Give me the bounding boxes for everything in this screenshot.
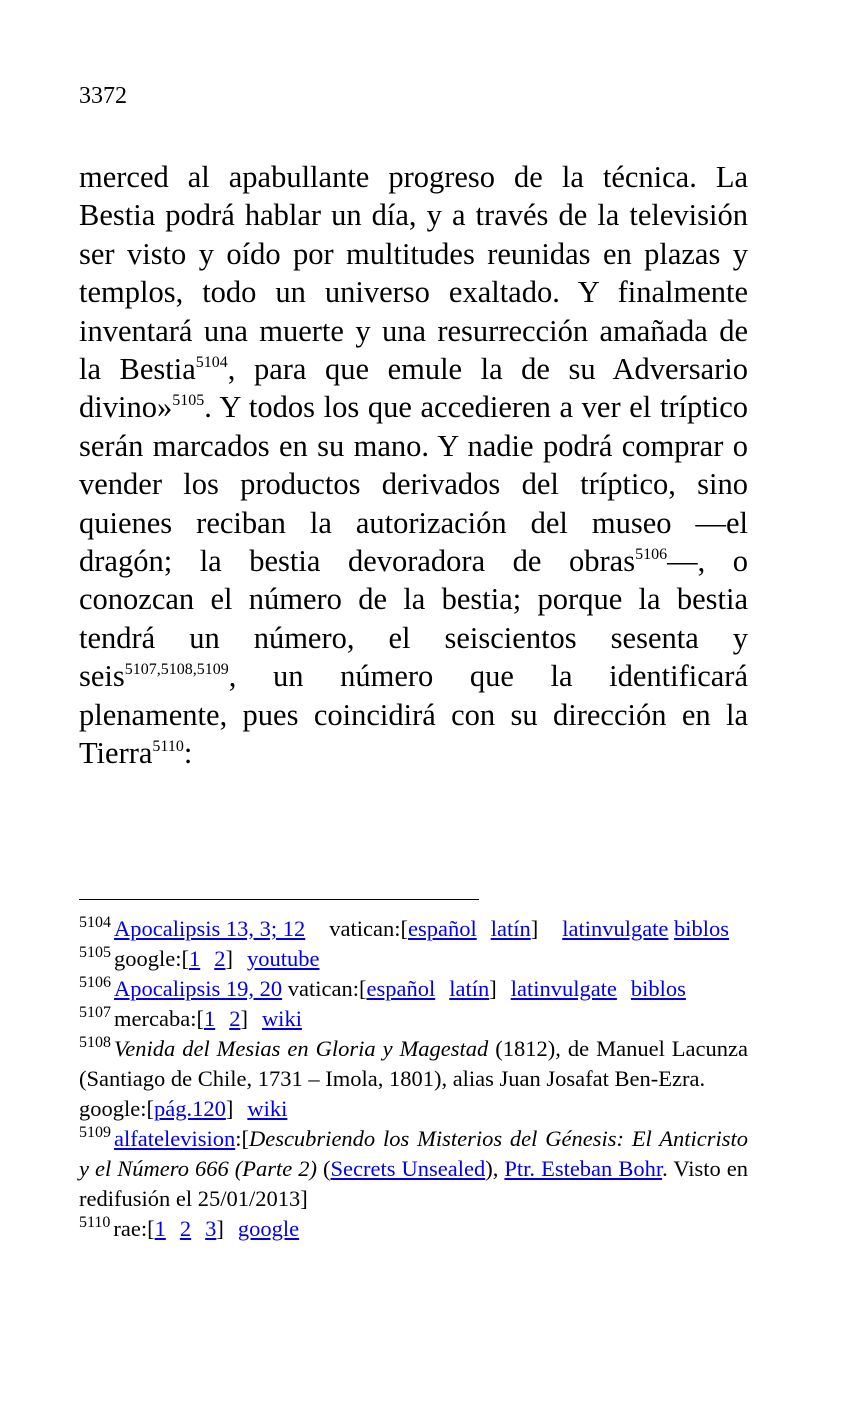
bible-link[interactable]: Apocalipsis 19, 20 xyxy=(114,976,283,1001)
latin-link[interactable]: latín xyxy=(490,916,531,941)
espanol-link[interactable]: español xyxy=(407,916,477,941)
google-link[interactable]: google xyxy=(237,1216,300,1241)
footnote-number: 5106 xyxy=(79,974,111,992)
footnote-number: 5107 xyxy=(79,1004,111,1022)
esteban-bohr-link[interactable]: Ptr. Esteban Bohr xyxy=(504,1156,663,1181)
footnote-text: (1812), de Manuel Lacunza (Santiago de Chile, 1731 – Imola, 1801), alias Juan Josafat Ben-Ezra. xyxy=(79,1036,748,1091)
footnote-number: 5108 xyxy=(79,1034,111,1052)
footnote-5108 xyxy=(79,1034,748,1124)
footnote-5104 xyxy=(79,914,748,944)
footnote-ref[interactable]: 5105 xyxy=(172,392,205,410)
google-label: google:[ xyxy=(79,1096,154,1121)
google-link-1[interactable]: 1 xyxy=(188,946,201,971)
footnote-ref[interactable]: 5110 xyxy=(152,738,184,756)
body-text-run: merced al apabullante progreso de la técnica. La Bestia podrá hablar un día, y a través de la televisión ser visto y oído por multitudes reunidas en plazas y templos, todo un universo exaltado. Y finalmente inventará una muerte y una resurrección amañada de la Bestia xyxy=(79,160,748,387)
footnote-separator xyxy=(79,899,479,900)
footnote-5110 xyxy=(79,1214,748,1244)
footnotes xyxy=(79,914,748,1244)
page-number: 3372 xyxy=(79,83,127,109)
bracket-open: :[ xyxy=(235,1126,249,1151)
body-text-run: —, o conozcan el número de la bestia; porque la bestia tendrá un número, el seiscientos sesenta y seis xyxy=(79,544,748,694)
latinvulgate-link[interactable]: latinvulgate xyxy=(510,976,617,1001)
bracket-close: ] xyxy=(530,916,539,941)
mercaba-link-1[interactable]: 1 xyxy=(203,1006,216,1031)
footnote-number: 5104 xyxy=(79,914,111,932)
bible-link[interactable]: Apocalipsis 13, 3; 12 xyxy=(114,916,306,941)
body-text-run: , para que emule la de su Adversario divino» xyxy=(79,352,748,425)
footnote-number: 5105 xyxy=(79,944,111,962)
footnote-5106 xyxy=(79,974,748,1004)
rae-link-2[interactable]: 2 xyxy=(179,1216,192,1241)
rae-link-1[interactable]: 1 xyxy=(154,1216,166,1241)
espanol-link[interactable]: español xyxy=(366,976,436,1001)
body-paragraph xyxy=(79,158,748,773)
footnote-number: 5110 xyxy=(79,1214,111,1232)
program-title: Descubriendo los Misterios del Génesis: El Anticristo y el Número 666 (Parte 2) xyxy=(79,1126,748,1181)
footnote-ref[interactable]: 5106 xyxy=(635,546,668,564)
wiki-link[interactable]: wiki xyxy=(247,1096,288,1121)
footnote-ref[interactable]: 5104 xyxy=(195,354,228,372)
biblos-link[interactable]: biblos xyxy=(674,916,730,941)
mercaba-label: mercaba:[ xyxy=(114,1006,204,1031)
bracket-close: ] xyxy=(225,1096,234,1121)
rae-label: rae:[ xyxy=(113,1216,155,1241)
youtube-link[interactable]: youtube xyxy=(246,946,320,971)
google-label: google:[ xyxy=(114,946,189,971)
paren-open: ( xyxy=(317,1156,331,1181)
footnote-ref[interactable]: 5107,5108,5109 xyxy=(124,661,229,679)
body-text-run: . Y todos los que accedieren a ver el tríptico serán marcados en su mano. Y nadie podrá comprar o vender los productos derivados del tríptico, sino quienes reciban la autorización del museo —el dragón; la bestia devoradora de obras xyxy=(79,390,748,579)
book-title: Venida del Mesias en Gloria y Magestad xyxy=(114,1036,489,1061)
body-text-run: , un número que la identificará plenamente, pues coincidirá con su dirección en la Tierra xyxy=(79,659,748,771)
footnote-text: . Visto en redifusión el 25/01/2013] xyxy=(79,1156,749,1211)
footnote-5107 xyxy=(79,1004,748,1034)
footnote-5105 xyxy=(79,944,748,974)
biblos-link[interactable]: biblos xyxy=(630,976,686,1001)
vatican-label: vatican:[ xyxy=(329,916,408,941)
rae-link-3[interactable]: 3 xyxy=(205,1216,217,1241)
secrets-unsealed-link[interactable]: Secrets Unsealed xyxy=(330,1156,486,1181)
paren-close: ), xyxy=(485,1156,505,1181)
bracket-close: ] xyxy=(225,946,233,971)
alfatelevision-link[interactable]: alfatelevision xyxy=(114,1126,236,1151)
google-page-link[interactable]: pág.120 xyxy=(153,1096,226,1121)
vatican-label: vatican:[ xyxy=(282,976,367,1001)
mercaba-link-2[interactable]: 2 xyxy=(229,1006,241,1031)
footnote-number: 5109 xyxy=(79,1124,111,1142)
body-text xyxy=(79,158,748,773)
google-link-2[interactable]: 2 xyxy=(214,946,226,971)
bracket-close: ] xyxy=(489,976,497,1001)
latinvulgate-link[interactable]: latinvulgate xyxy=(562,916,669,941)
latin-link[interactable]: latín xyxy=(449,976,490,1001)
bracket-close: ] xyxy=(216,1216,224,1241)
footnote-5109 xyxy=(79,1124,748,1214)
body-text-run: : xyxy=(183,736,193,771)
wiki-link[interactable]: wiki xyxy=(261,1006,302,1031)
bracket-close: ] xyxy=(240,1006,248,1031)
